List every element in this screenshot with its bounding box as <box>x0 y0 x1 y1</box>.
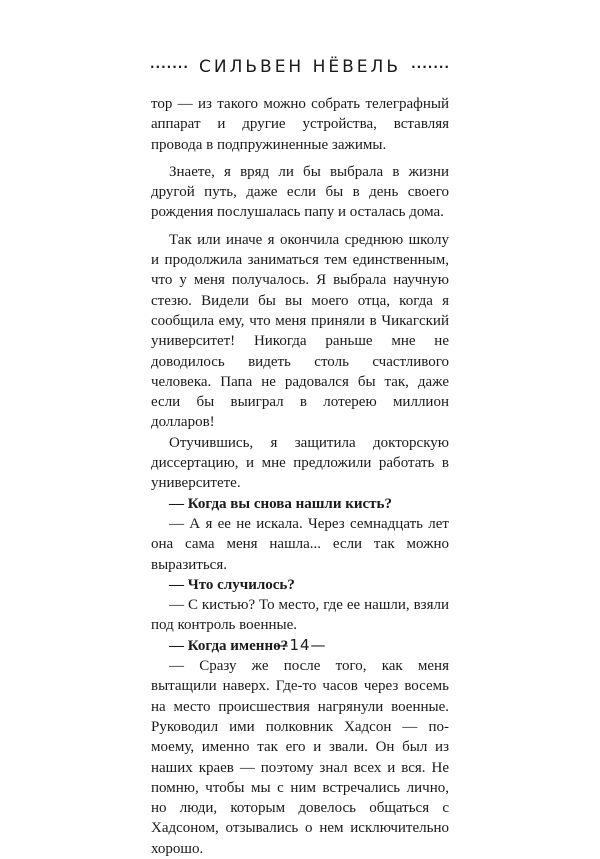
running-header <box>150 54 450 80</box>
interview-question: — Когда именно? <box>169 637 289 654</box>
paragraph: Так или иначе я окончила среднюю школу и продолжила заниматься тем единственным, что у меня получалось. Я выбрала научную стезю. Видели бы вы моего отца, когда я сообщила ему, что меня приняли в Чикагский университет! Никогда раньше мне не доводилось видеть столь счастливого человека. Папа не радовался бы так, даже если бы выиграл в лотерею миллион долларов! <box>151 231 449 431</box>
interview-answer: — Сразу же после того, как меня вытащили наверх. Где-то часов через восемь на место происшествия нагрянули военные. Руководил ими полковник Хадсон — по-моему, именно так его и звали. Он был из наших краев — поэтому знал всех и вся. Не помню, чтобы мы с ним встречались лично, но люди, которым довелось общаться с Хадсоном, отзывались о нем исключительно хорошо. <box>151 658 449 857</box>
paragraph: тор — из такого можно собрать телеграфный аппарат и другие устройства, вставляя провода в подпружиненные зажимы. <box>151 96 449 153</box>
right-ornament: ······· <box>411 60 450 74</box>
interview-answer: — А я ее не искала. Через семнадцать лет она сама меня нашла... если так можно выразиться. <box>151 515 449 573</box>
interview-question: — Когда вы снова нашли кисть? <box>169 495 392 512</box>
page-number: —14— <box>273 636 327 654</box>
paragraph: Отучившись, я защитила докторскую диссертацию, и мне предложили работать в университете. <box>151 434 449 492</box>
paragraph: Знаете, я вряд ли бы выбрала в жизни другой путь, даже если бы в день своего рождения послушалась папу и осталась дома. <box>151 163 449 221</box>
author-name-header: СИЛЬВЕН НЁВЕЛЬ <box>199 56 401 77</box>
interview-answer: — С кистью? То место, где ее нашли, взяли под контроль военные. <box>151 597 449 634</box>
left-ornament: ······· <box>150 60 189 74</box>
interview-question: — Что случилось? <box>169 576 295 593</box>
body-text <box>151 94 449 859</box>
